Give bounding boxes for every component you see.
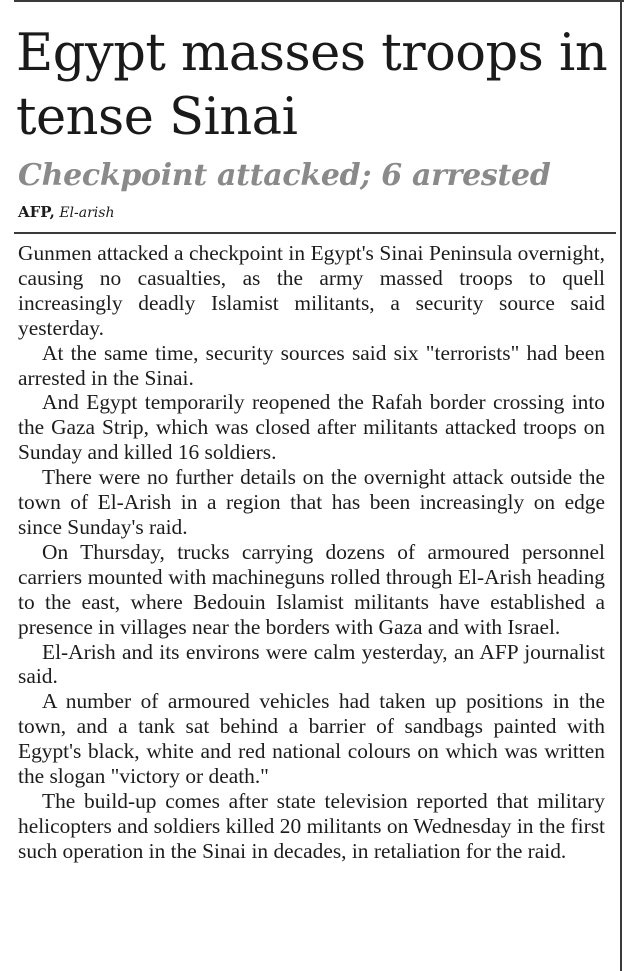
article-body xyxy=(18,241,605,864)
paragraph-2: At the same time, security sources said six "terrorists" had been arrested in the Sinai. xyxy=(18,340,605,390)
top-border-rule xyxy=(14,0,624,2)
paragraph-4: There were no further details on the overnight attack outside the town of El-Arish in a region that has been increasingly on edge since Sunday's raid. xyxy=(18,465,605,539)
paragraph-5: On Thursday, trucks carrying dozens of armoured personnel carriers mounted with machineguns rolled through El-Arish heading to the east, where Bedouin Islamist militants have established a presence in villages near the borders with Gaza and with Israel. xyxy=(18,539,605,639)
byline xyxy=(18,203,114,222)
subheadline: Checkpoint attacked; 6 arrested xyxy=(18,158,551,193)
paragraph-7: A number of armoured vehicles had taken up positions in the town, and a tank sat behind a barrier of sandbags painted with Egypt's black, white and red national colours on which was written the slogan "victory or death." xyxy=(18,689,605,789)
section-divider xyxy=(14,232,616,234)
byline-dateline: El-arish xyxy=(59,205,115,221)
right-border-rule xyxy=(620,0,622,971)
paragraph-3: And Egypt temporarily reopened the Rafah border crossing into the Gaza Strip, which was closed after militants attacked troops on Sunday and killed 16 soldiers. xyxy=(18,390,605,465)
headline: Egypt masses troops in tense Sinai xyxy=(16,24,608,147)
paragraph-1: Gunmen attacked a checkpoint in Egypt's Sinai Peninsula overnight, causing no casualties, as the army massed troops to quell increasingly deadly Islamist militants, a security source said yesterday. xyxy=(18,241,605,340)
byline-agency: AFP, xyxy=(18,203,55,221)
paragraph-8: The build-up comes after state television reported that military helicopters and soldiers killed 20 militants on Wednesday in the first such operation in the Sinai in decades, in retaliation for the raid. xyxy=(18,788,605,863)
paragraph-6: El-Arish and its environs were calm yesterday, an AFP journalist said. xyxy=(18,639,605,689)
